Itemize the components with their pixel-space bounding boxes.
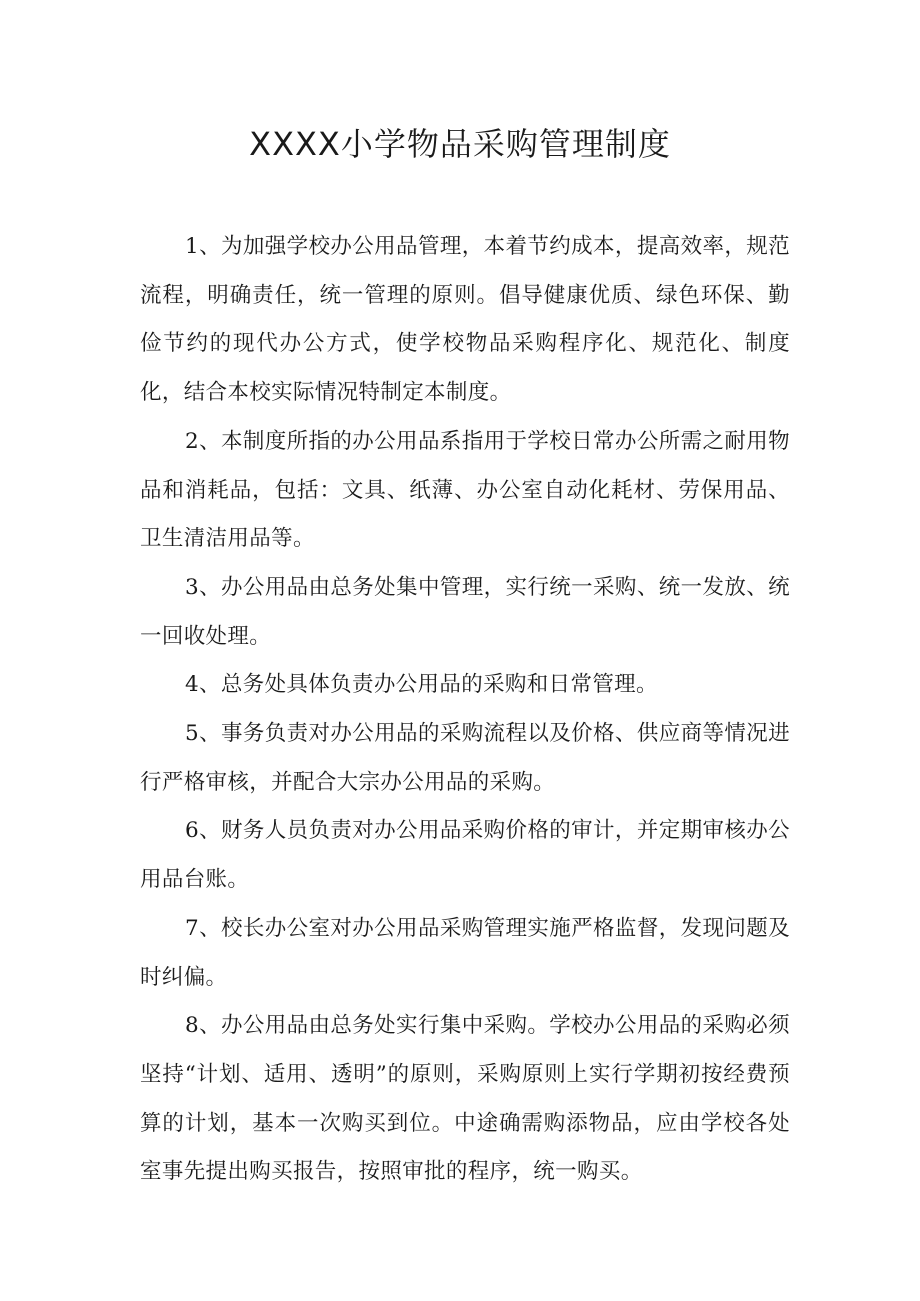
paragraph-1: 1、为加强学校办公用品管理，本着节约成本，提高效率，规范流程，明确责任，统一管理的原则。倡导健康优质、绿色环保、勤俭节约的现代办公方式，使学校物品采购程序化、规范化、制度化，结合本校实际情况特制定本制度。 — [140, 234, 790, 406]
paragraph-5: 5、事务负责对办公用品的采购流程以及价格、供应商等情况进行严格审核，并配合大宗办公用品的采购。 — [140, 721, 790, 795]
paragraph-4: 4、总务处具体负责办公用品的采购和日常管理。 — [185, 672, 658, 698]
document-title: XXXX小学物品采购管理制度 — [249, 125, 671, 163]
document-body — [140, 223, 790, 1197]
paragraph-3: 3、办公用品由总务处集中管理，实行统一采购、统一发放、统一回收处理。 — [140, 574, 790, 649]
paragraph-6: 6、财务人员负责对办公用品采购价格的审计，并定期审核办公用品台账。 — [140, 818, 790, 893]
paragraph-2: 2、本制度所指的办公用品系指用于学校日常办公所需之耐用物品和消耗品，包括：文具、纸薄、办公室自动化耗材、劳保用品、卫生清洁用品等。 — [140, 428, 790, 552]
paragraph-7: 7、校长办公室对办公用品采购管理实施严格监督，发现问题及时纠偏。 — [140, 915, 790, 990]
paragraph-8: 8、办公用品由总务处实行集中采购。学校办公用品的采购必须坚持“计划、适用、透明”的原则，采购原则上实行学期初按经费预算的计划，基本一次购买到位。中途确需购添物品，应由学校各处室事先提出购买报告，按照审批的程序，统一购买。 — [140, 1013, 790, 1185]
